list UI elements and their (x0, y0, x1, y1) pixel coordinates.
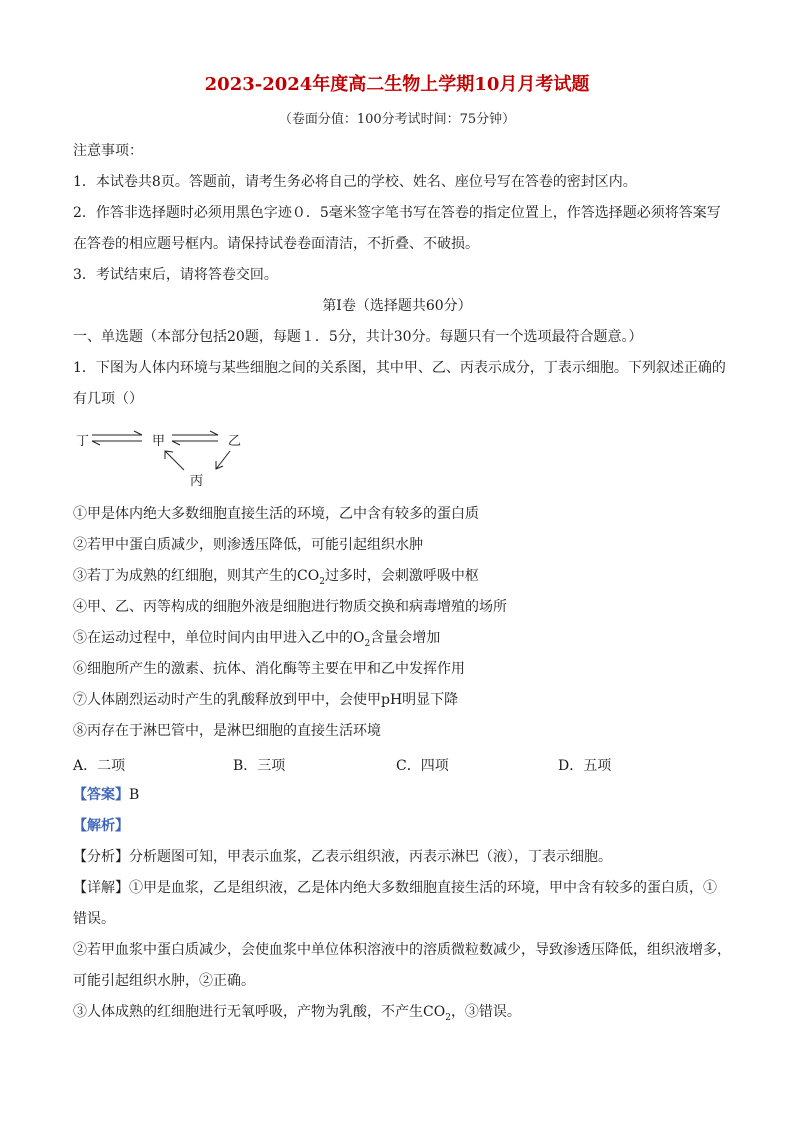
diagram-label-bing: 丙 (190, 474, 204, 489)
fenxi-label: 【分析】 (73, 849, 129, 865)
statement-5-part-b: 含量会增加 (370, 630, 441, 646)
part-heading: 一、单选题（本部分包括20题，每题１．5分，共计30分。每题只有一个选项最符合题意。） (73, 329, 643, 345)
xiangjie-1a: ①甲是血浆，乙是组织液，乙是体内绝大多数细胞直接生活的环境，甲中含有较多的蛋白质，① (129, 880, 717, 896)
question-1-line1: 1．下图为人体内环境与某些细胞之间的关系图，其中甲、乙、丙表示成分，丁表示细胞。下列叙述正确的 (73, 360, 726, 376)
arrow-bing-to-jia (165, 451, 184, 470)
statement-3-part-b: 过多时，会刺激呼吸中枢 (324, 568, 479, 584)
option-c: C．四项 (396, 758, 449, 774)
diagram-label-ding: 丁 (76, 434, 90, 449)
section-title: 第Ⅰ卷（选择题共60分） (322, 298, 472, 314)
statement-7: ⑦人体剧烈运动时产生的乳酸释放到甲中，会使甲pH明显下降 (73, 692, 459, 708)
xiangjie-2b: 可能引起组织水肿，②正确。 (73, 973, 255, 989)
statement-5-subscript: 2 (364, 638, 371, 649)
fenxi-text: 分析题图可知，甲表示血浆，乙表示组织液，丙表示淋巴（液），丁表示细胞。 (129, 849, 612, 865)
option-d: D．五项 (558, 758, 612, 774)
xiangjie-label: 【详解】 (73, 880, 129, 896)
answer-label: 【答案】 (73, 787, 129, 803)
answer-line (73, 786, 139, 804)
notice-3: 3．考试结束后，请将答卷交回。 (73, 267, 278, 283)
notice-heading: 注意事项： (73, 143, 143, 159)
statement-5-part-a: ⑤在运动过程中，单位时间内由甲进入乙中的O (73, 630, 365, 646)
body-fluid-diagram (70, 424, 260, 494)
fenxi-line (73, 848, 612, 866)
xiangjie-3-part-b: ，③错误。 (450, 1004, 521, 1020)
notice-2b: 在答卷的相应题号框内。请保持试卷卷面清洁，不折叠、不破损。 (73, 236, 479, 252)
xiangjie-2a: ②若甲血浆中蛋白质减少，会使血浆中单位体积溶液中的溶质微粒数减少，导致渗透压降低，组织液增多， (73, 942, 731, 958)
answer-value: B (129, 787, 140, 803)
statement-8: ⑧丙存在于淋巴管中，是淋巴细胞的直接生活环境 (73, 723, 381, 739)
xiangjie-1b: 错误。 (73, 911, 115, 927)
xiangjie-3-part-a: ③人体成熟的红细胞进行无氧呼吸，产物为乳酸，不产生CO (73, 1004, 446, 1020)
statement-6: ⑥细胞所产生的激素、抗体、消化酶等主要在甲和乙中发挥作用 (73, 661, 465, 677)
notice-1: 1．本试卷共8页。答题前，请考生务必将自己的学校、姓名、座位号写在答卷的密封区内。 (73, 174, 637, 190)
xiangjie-3 (73, 1003, 521, 1027)
statement-3 (73, 567, 479, 591)
xiangjie-line-1 (73, 879, 717, 897)
statement-5 (73, 629, 440, 653)
question-1-line2: 有几项（） (73, 391, 143, 407)
diagram-label-yi: 乙 (228, 434, 242, 449)
statement-2: ②若甲中蛋白质减少，则渗透压降低，可能引起组织水肿 (73, 537, 423, 553)
diagram-label-jia: 甲 (152, 434, 166, 449)
analysis-line (73, 817, 129, 835)
xiangjie-3-subscript: 2 (445, 1012, 451, 1023)
exam-title: 2023-2024年度高二生物上学期10月月考试题 (204, 74, 590, 95)
notice-2a: 2．作答非选择题时必须用黑色字迹０．5毫米签字笔书写在答卷的指定位置上，作答选择题必须将答案写 (73, 205, 721, 221)
analysis-label: 【解析】 (73, 818, 129, 834)
option-a: A．二项 (73, 758, 126, 774)
statement-3-subscript: 2 (319, 576, 325, 587)
option-b: B．三项 (233, 758, 286, 774)
statement-1: ①甲是体内绝大多数细胞直接生活的环境，乙中含有较多的蛋白质 (73, 506, 479, 522)
exam-subtitle: （卷面分值：100分考试时间：75分钟） (278, 112, 516, 127)
statement-3-part-a: ③若丁为成熟的红细胞，则其产生的CO (73, 568, 320, 584)
statement-4: ④甲、乙、丙等构成的细胞外液是细胞进行物质交换和病毒增殖的场所 (73, 599, 507, 615)
